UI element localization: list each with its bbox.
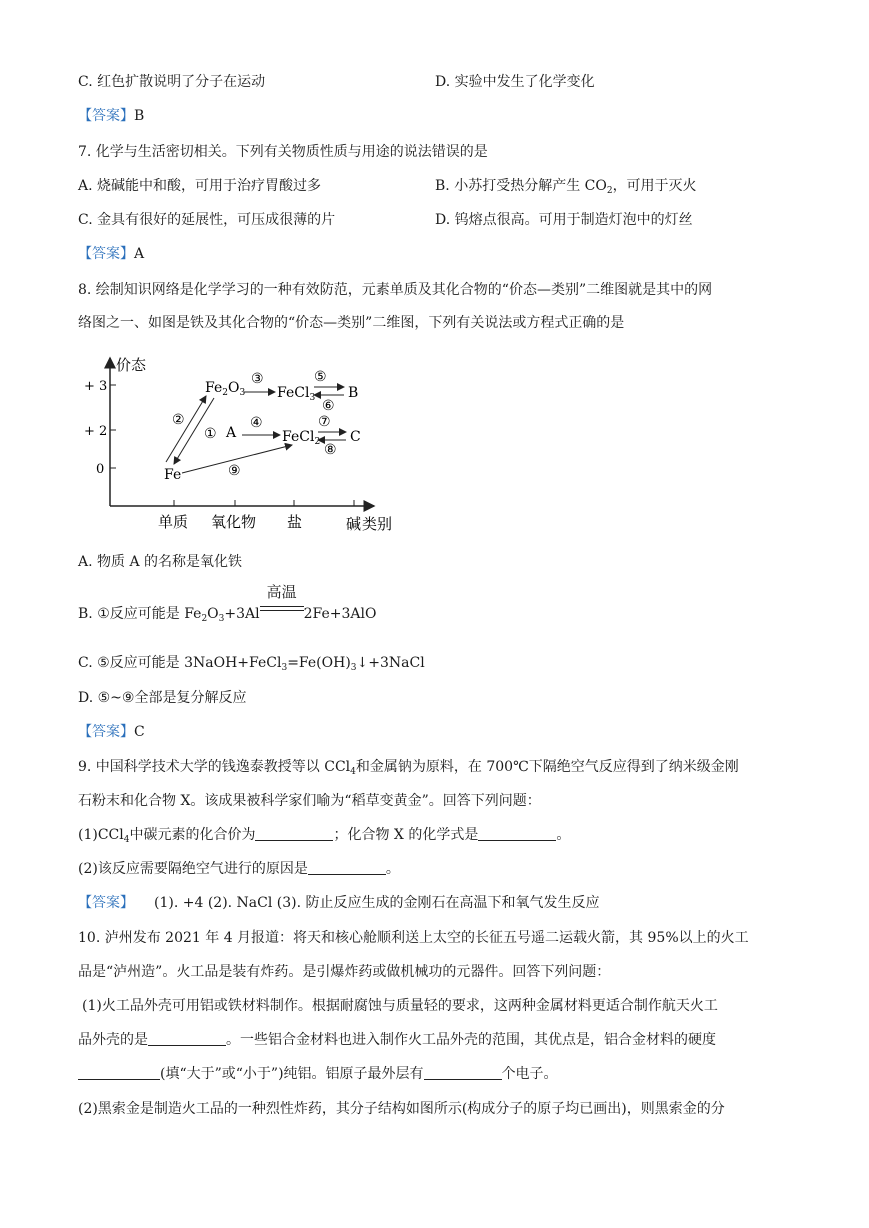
node-a: A — [226, 425, 237, 441]
q7-option-b: B. 小苏打受热分解产生 $CO_2$，可用于灭火 — [435, 178, 697, 196]
answer-blank — [478, 826, 556, 841]
y-tick-label: 0 — [96, 462, 105, 477]
node-fe: Fe — [164, 467, 182, 483]
reaction-label: ① — [204, 426, 217, 442]
q7-option-a: A. 烧碱能中和酸，可用于治疗胃酸过多 — [78, 178, 322, 194]
reaction-condition: 高温 — [260, 602, 304, 622]
q10-part1-line3: (填“大于”或“小于”)纯铝。铝原子最外层有 个电子。 — [78, 1064, 558, 1084]
q7-stem: 7. 化学与生活密切相关。下列有关物质性质与用途的说法错误的是 — [78, 144, 488, 160]
y-tick-label: + 3 — [84, 379, 108, 394]
answer-tag: 【答案】 — [78, 108, 134, 124]
answer-value: C — [134, 724, 145, 740]
node-fecl3: FeCl$_3$ — [277, 385, 316, 403]
y-tick-label: + 2 — [84, 424, 108, 439]
answer-blank — [148, 1031, 226, 1046]
node-c: C — [350, 429, 361, 445]
q10-part2-line1: (2)黑索金是制造火工品的一种烈性炸药，其分子结构如图所示(构成分子的原子均已画出)，则黑索金的分 — [78, 1101, 725, 1117]
reaction-label: ③ — [251, 371, 264, 387]
q10-stem-line1: 10. 泸州发布 2021 年 4 月报道：将天和核心舱顺利送上太空的长征五号遥二运载火箭，其 95%以上的火工 — [78, 930, 749, 946]
q9-stem-line1: 9. 中国科学技术大学的钱逸泰教授等以 CCl$_4$和金属钠为原料，在 700℃下隔绝空气反应得到了纳米级金刚 — [78, 759, 739, 777]
q9-answer — [78, 893, 600, 913]
q7-answer — [78, 244, 144, 264]
reaction-label: ② — [172, 412, 185, 428]
x-axis-title: 类别 — [362, 515, 393, 533]
reaction-label: ④ — [250, 415, 263, 431]
answer-tag: 【答案】 — [78, 895, 134, 911]
answer-tag: 【答案】 — [78, 724, 134, 740]
q9-part1: (1)CCl$_4$中碳元素的化合价为 ；化合物 X 的化学式是 。 — [78, 827, 571, 845]
x-tick-label: 单质 — [158, 513, 189, 531]
answer-blank — [78, 1065, 160, 1080]
q8-answer — [78, 722, 145, 742]
q6-answer — [78, 106, 144, 126]
reaction-label: ⑤ — [314, 369, 327, 385]
valence-category-diagram — [78, 348, 408, 533]
q9-stem-line2: 石粉末和化合物 X。该成果被科学家们喻为“稻草变黄金”。回答下列问题： — [78, 793, 541, 809]
q10-part1-line1: (1)火工品外壳可用铝或铁材料制作。根据耐腐蚀与质量轻的要求，这两种金属材料更适合制作航天火工 — [82, 998, 718, 1014]
x-tick-label: 氧化物 — [211, 513, 257, 531]
answer-value: (1). +4 (2). NaCl (3). 防止反应生成的金刚石在高温下和氧气发生反应 — [154, 895, 600, 911]
q7-option-c: C. 金具有很好的延展性，可压成很薄的片 — [78, 212, 336, 228]
answer-blank — [424, 1065, 502, 1080]
reaction-label: ⑥ — [322, 398, 335, 414]
answer-blank — [308, 860, 386, 875]
q8-option-c: C. ⑤反应可能是 $3NaOH+FeCl_3=Fe(OH)_3↓+3NaCl$ — [78, 655, 425, 673]
y-axis-title: 价态 — [116, 356, 147, 374]
q9-part2: (2)该反应需要隔绝空气进行的原因是 。 — [78, 861, 400, 877]
x-tick-label: 盐 — [287, 513, 303, 531]
q8-option-b: B. ①反应可能是 $Fe_2O_3+3Al$ 高温 2Fe+3AlO — [78, 583, 377, 624]
reaction-label: ⑧ — [324, 442, 337, 458]
q6-option-d: D. 实验中发生了化学变化 — [435, 74, 595, 90]
q8-stem-line2: 络图之一、如图是铁及其化合物的“价态—类别”二维图，下列有关说法或方程式正确的是 — [78, 315, 625, 331]
node-fecl2: FeCl$_2$ — [282, 429, 321, 447]
q8-option-d: D. ⑤~⑨全部是复分解反应 — [78, 690, 247, 706]
node-b: B — [348, 385, 359, 401]
q7-option-d: D. 钨熔点很高。可用于制造灯泡中的灯丝 — [435, 212, 693, 228]
q10-part1-line2: 品外壳的是 。一些铝合金材料也进入制作火工品外壳的范围，其优点是，铝合金材料的硬度 — [78, 1032, 716, 1048]
arrow-2 — [166, 396, 206, 462]
x-tick-label: 碱 — [346, 515, 362, 533]
q6-option-c: C. 红色扩散说明了分子在运动 — [78, 74, 266, 90]
q8-stem-line1: 8. 绘制知识网络是化学学习的一种有效防范，元素单质及其化合物的“价态—类别”二维图就是其中的网 — [78, 282, 713, 298]
q8-option-a: A. 物质 A 的名称是氧化铁 — [78, 554, 243, 570]
node-fe2o3: $Fe_2O_3$ — [205, 380, 246, 398]
answer-value: B — [134, 108, 145, 124]
answer-value: A — [134, 246, 145, 262]
reaction-label: ⑨ — [228, 463, 241, 479]
answer-tag: 【答案】 — [78, 246, 134, 262]
answer-blank — [255, 826, 333, 841]
q10-stem-line2: 品是“泸州造”。火工品是装有炸药。是引爆炸药或做机械功的元器件。回答下列问题： — [78, 964, 611, 980]
reaction-label: ⑦ — [318, 414, 331, 430]
